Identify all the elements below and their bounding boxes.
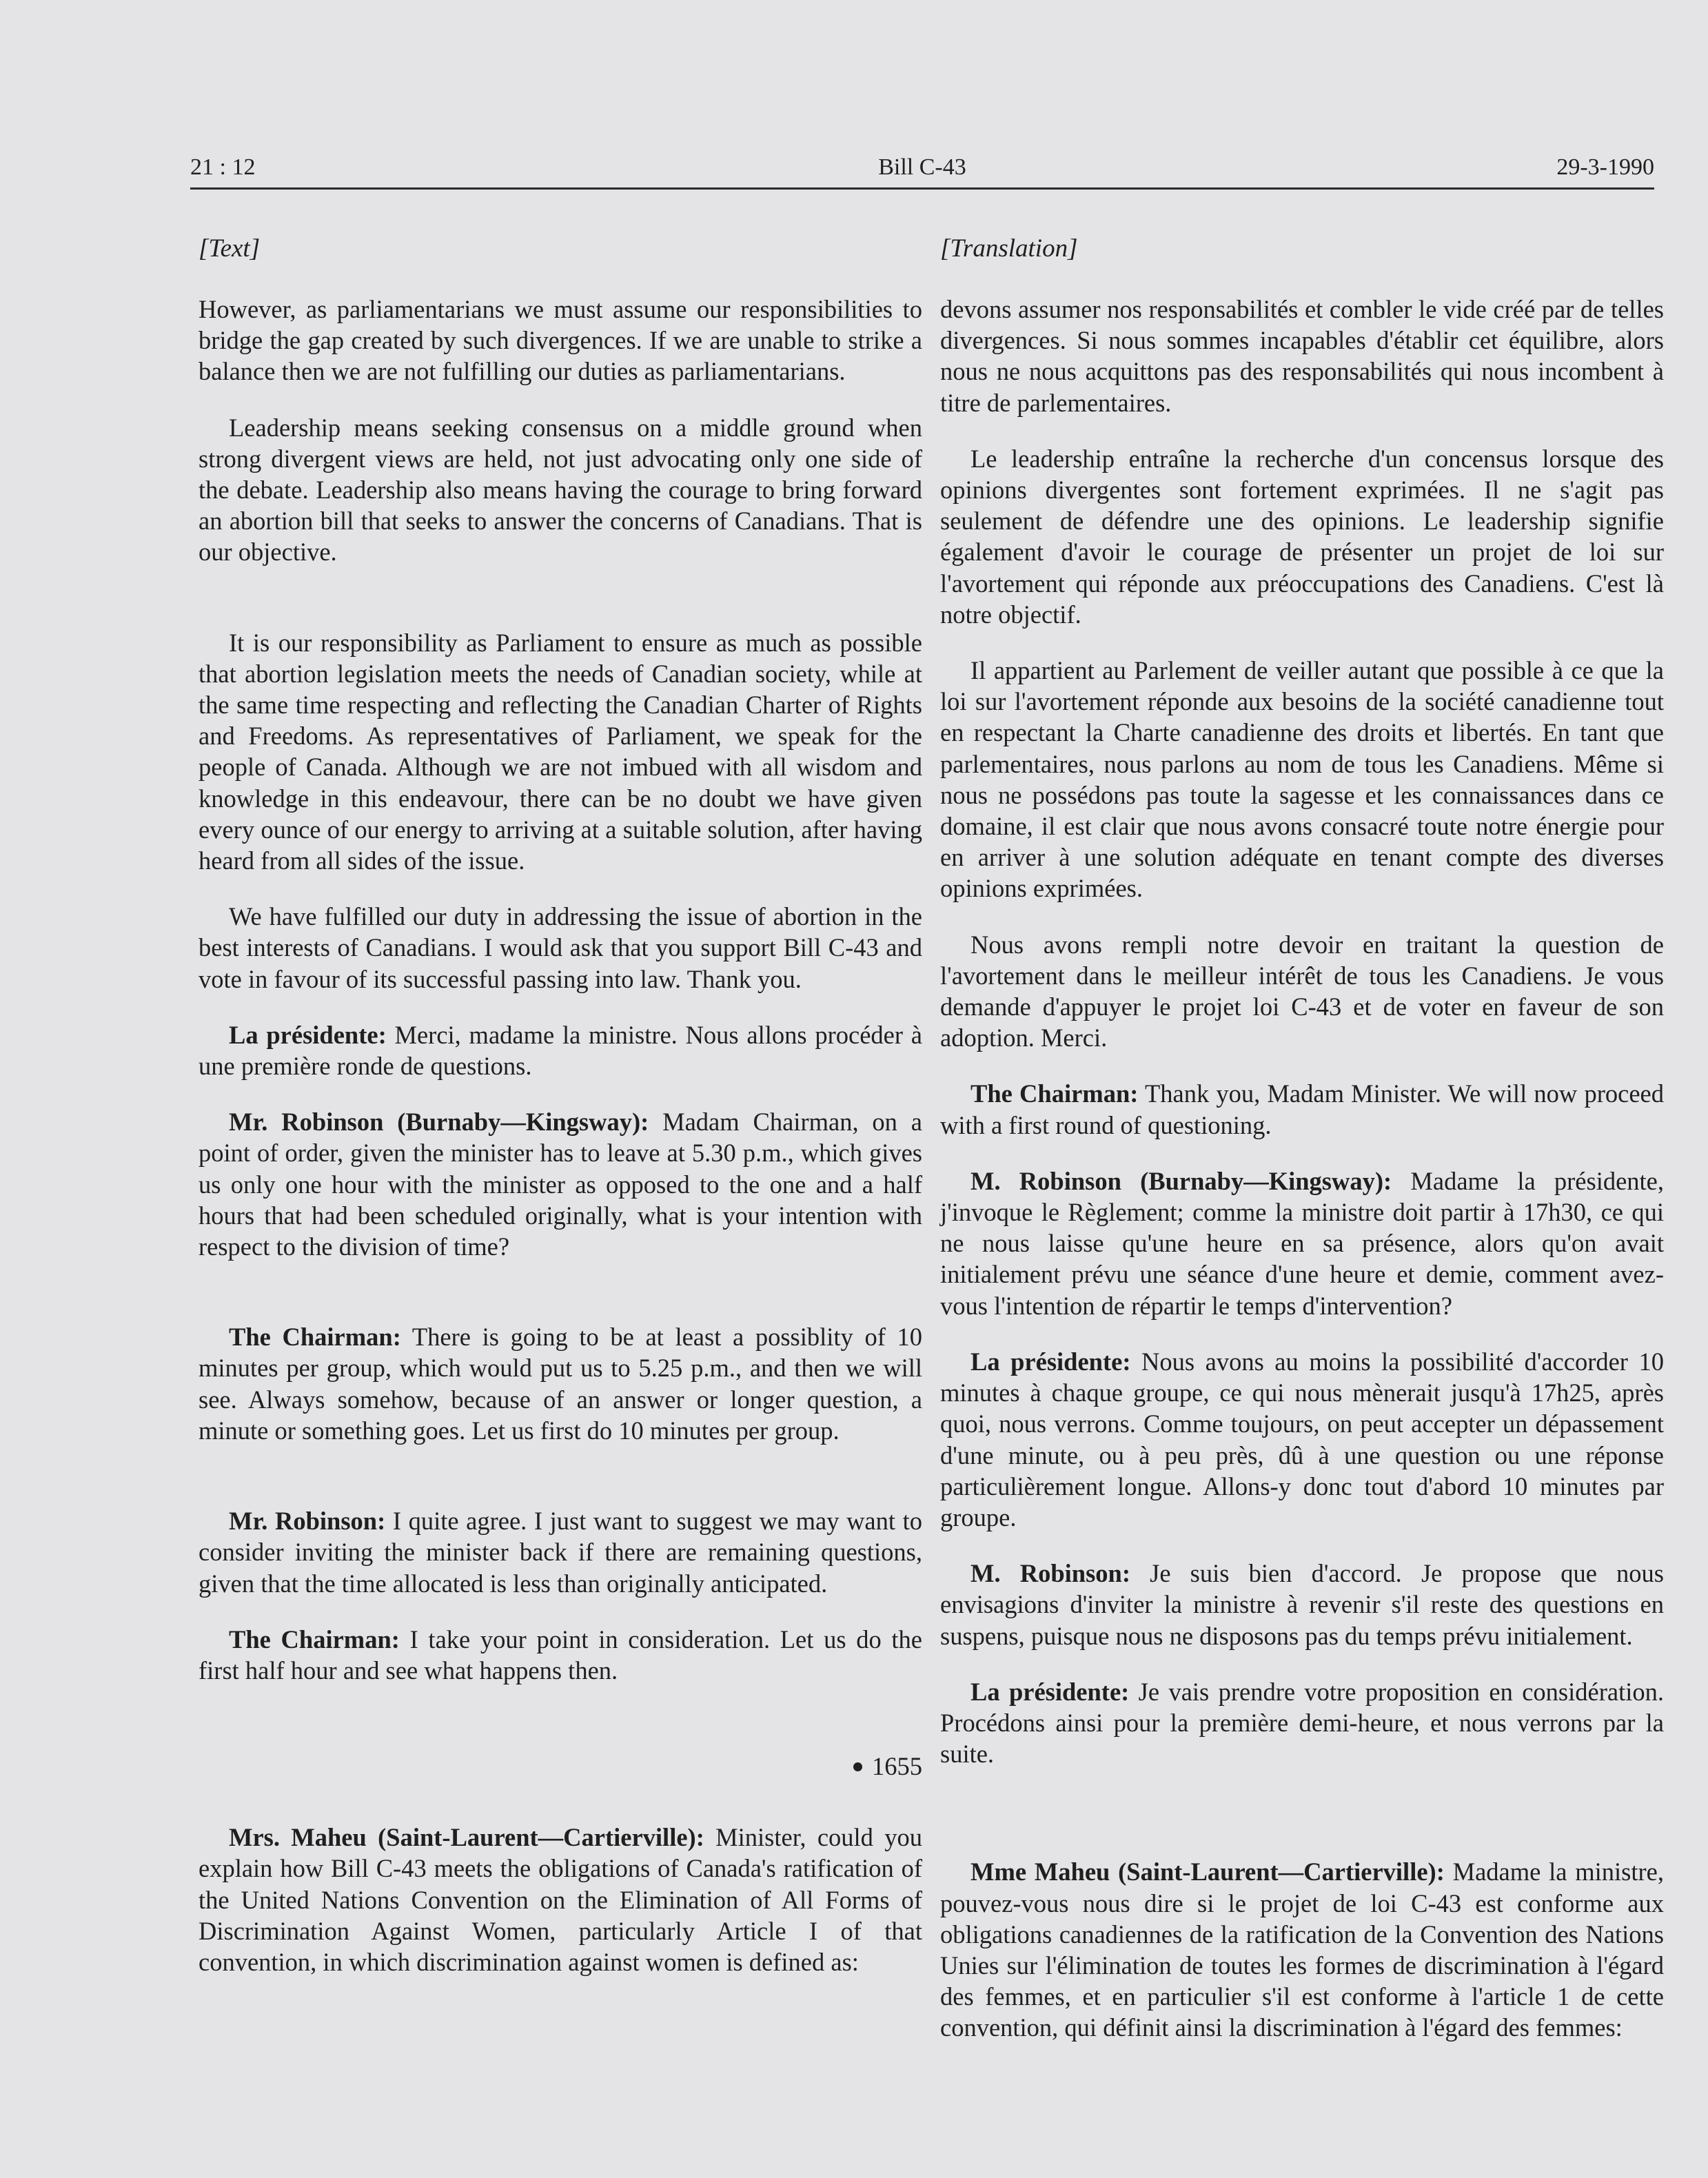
page-reference: 21 : 12 (190, 154, 256, 180)
speech-paragraph (940, 1346, 1664, 1533)
speech-text: I quite agree. I just want to suggest we may want to consider inviting the minister back if there are remaining questions, given that the time allocated is less than originally anticipated. (199, 1507, 922, 1598)
speech-text: Je suis bien d'accord. Je propose que nous envisagions d'inviter la ministre à revenir s'il reste des questions en suspens, puisque nous ne disposons pas du temps prévu initialement. (940, 1559, 1664, 1650)
paragraph: Il appartient au Parlement de veiller autant que possible à ce que la loi sur l'avortement réponde aux besoins de la société canadienne tout en respectant la Charte canadienne des droits et libertés. En tant que parlementaires, nous parlons au nom de tous les Canadiens. Même si nous ne possédons pas toute la sagesse et les connaissances dans ce domaine, il est clair que nous avons consacré toute notre énergie pour en arriver à une solution adéquate en tenant compte des diverses opinions exprimées. (940, 656, 1664, 903)
paragraph: However, as parliamentarians we must assume our responsibilities to bridge the gap created by such divergences. If we are unable to strike a balance then we are not fulfilling our duties as parliamentarians. (199, 295, 922, 386)
speech-text: Madam Chairman, on a point of order, given the minister has to leave at 5.30 p.m., which gives us only one hour with the minister as opposed to the one and a half hours that had been scheduled originally, what is your intention with respect to the division of time? (199, 1108, 922, 1261)
time-marker (199, 1751, 922, 1782)
paragraph: devons assumer nos responsabilités et combler le vide créé par de telles divergences. Si nous sommes incapables d'établir cet équilibre, alors nous ne nous acquittons pas des responsabilités qui nous incombent à titre de parlementaires. (940, 295, 1664, 417)
paragraph: We have fulfilled our duty in addressing the issue of abortion in the best interests of Canadians. I would ask that you support Bill C-43 and vote in favour of its successful passing into law. Thank you. (199, 902, 922, 993)
speech-text: I take your point in consideration. Let us do the first half hour and see what happens then. (199, 1625, 922, 1685)
speech-paragraph (940, 1676, 1664, 1770)
speech-paragraph (199, 1321, 922, 1446)
speech-paragraph (940, 1078, 1664, 1140)
paragraph: It is our responsibility as Parliament to ensure as much as possible that abortion legislation meets the needs of Canadian society, while at the same time respecting and reflecting the Canadian Charter of Rights and Freedoms. As representatives of Parliament, we speak for the people of Canada. Although we are not imbued with all wisdom and knowledge in this endeavour, there can be no doubt we have given every ounce of our energy to arriving at a suitable solution, after having heard from all sides of the issue. (199, 628, 922, 875)
paragraph: Nous avons rempli notre devoir en traitant la question de l'avortement dans le meilleur intérêt de tous les Canadiens. Je vous demande d'appuyer le projet loi C-43 et de voter en faveur de son adoption. Merci. (940, 930, 1664, 1052)
speech-paragraph (199, 1019, 922, 1081)
paragraph: Leadership means seeking consensus on a middle ground when strong divergent views are held, not just advocating only one side of the debate. Leadership also means having the courage to bring forward an abortion bill that seeks to answer the concerns of Canadians. That is our objective. (199, 413, 922, 567)
speech-text: Je vais prendre votre proposition en considération. Procédons ainsi pour la première demi-heure, et nous verrons par la suite. (940, 1677, 1664, 1769)
speaker-name: The Chairman: (970, 1079, 1139, 1108)
speaker-name: La présidente: (970, 1677, 1130, 1706)
speaker-name: Mrs. Maheu (Saint-Laurent—Cartierville): (229, 1823, 704, 1852)
bullet-dot-icon (853, 1762, 862, 1771)
speaker-name: Mr. Robinson: (229, 1507, 386, 1536)
speech-text: Thank you, Madam Minister. We will now proceed with a first round of questioning. (940, 1079, 1664, 1139)
speaker-name: M. Robinson: (970, 1559, 1130, 1588)
speech-paragraph (940, 1558, 1664, 1651)
speaker-name: The Chairman: (229, 1625, 400, 1653)
speech-paragraph (199, 1624, 922, 1686)
speech-paragraph (940, 1166, 1664, 1321)
header-rule (190, 187, 1654, 190)
paragraph: Le leadership entraîne la recherche d'un concensus lorsque des opinions divergentes sont fortement exprimées. Il ne s'agit pas seulement de défendre une des opinions. Le leadership signifie également d'avoir le courage de présenter un projet de loi sur l'avortement qui réponde aux préoccupations des Canadiens. C'est là notre objectif. (940, 444, 1664, 629)
sitting-date: 29-3-1990 (1556, 154, 1654, 180)
speech-paragraph (199, 1106, 922, 1262)
speech-text: There is going to be at least a possiblity of 10 minutes per group, which would put us to 5.25 p.m., and then we will see. Always somehow, because of an answer or longer question, a minute or something goes. Let us first do 10 minutes per group. (199, 1323, 922, 1445)
speech-paragraph (199, 1822, 922, 1977)
column-label-translation: [Translation] (940, 234, 1078, 263)
english-column (199, 233, 922, 1977)
french-column (940, 233, 1664, 2044)
running-header (190, 149, 1654, 187)
column-label-text: [Text] (199, 234, 261, 263)
speech-text: Madame la ministre, pouvez-vous nous dire si le projet de loi C-43 est conforme aux obligations canadiennes de la ratification de la Convention des Nations Unies sur l'élimination de toutes les formes de discrimination à l'égard des femmes, et en particulier s'il est conforme à l'article 1 de cette convention, qui définit ainsi la discrimination à l'égard des femmes: (940, 1858, 1664, 2042)
speaker-name: La présidente: (970, 1347, 1131, 1376)
speech-text: Minister, could you explain how Bill C-43 meets the obligations of Canada's ratification of the United Nations Convention on the Elimination of All Forms of Discrimination Against Women, particularly Article I of that convention, in which discrimination against women is defined as: (199, 1823, 922, 1976)
speech-text: Merci, madame la ministre. Nous allons procéder à une première ronde de questions. (199, 1020, 922, 1081)
speech-text: Madame la présidente, j'invoque le Règlement; comme la ministre doit partir à 17h30, ce qui ne nous laisse qu'une heure en sa présence, alors qu'on avait initialement prévu une séance d'une heure et demie, comment avez-vous l'intention de répartir le temps d'intervention? (940, 1166, 1665, 1320)
speaker-name: Mme Maheu (Saint-Laurent—Cartierville): (970, 1858, 1445, 1886)
speaker-name: La présidente: (229, 1020, 387, 1049)
speaker-name: Mr. Robinson (Burnaby—Kingsway): (229, 1108, 649, 1137)
speech-text: Nous avons au moins la possibilité d'accorder 10 minutes à chaque groupe, ce qui nous mènerait jusqu'à 17h25, après quoi, nous verrons. Comme toujours, on peut accepter un dépassement d'une minute, ou à peu près, dû à une question ou une réponse particulièrement longue. Allons-y donc tout d'abord 10 minutes par groupe. (940, 1347, 1664, 1531)
bill-title: Bill C-43 (878, 154, 966, 180)
speech-paragraph (199, 1505, 922, 1599)
speaker-name: M. Robinson (Burnaby—Kingsway): (970, 1166, 1392, 1195)
speech-paragraph (940, 1856, 1664, 2043)
time-marker-value: 1655 (872, 1752, 922, 1781)
speaker-name: The Chairman: (229, 1323, 401, 1352)
